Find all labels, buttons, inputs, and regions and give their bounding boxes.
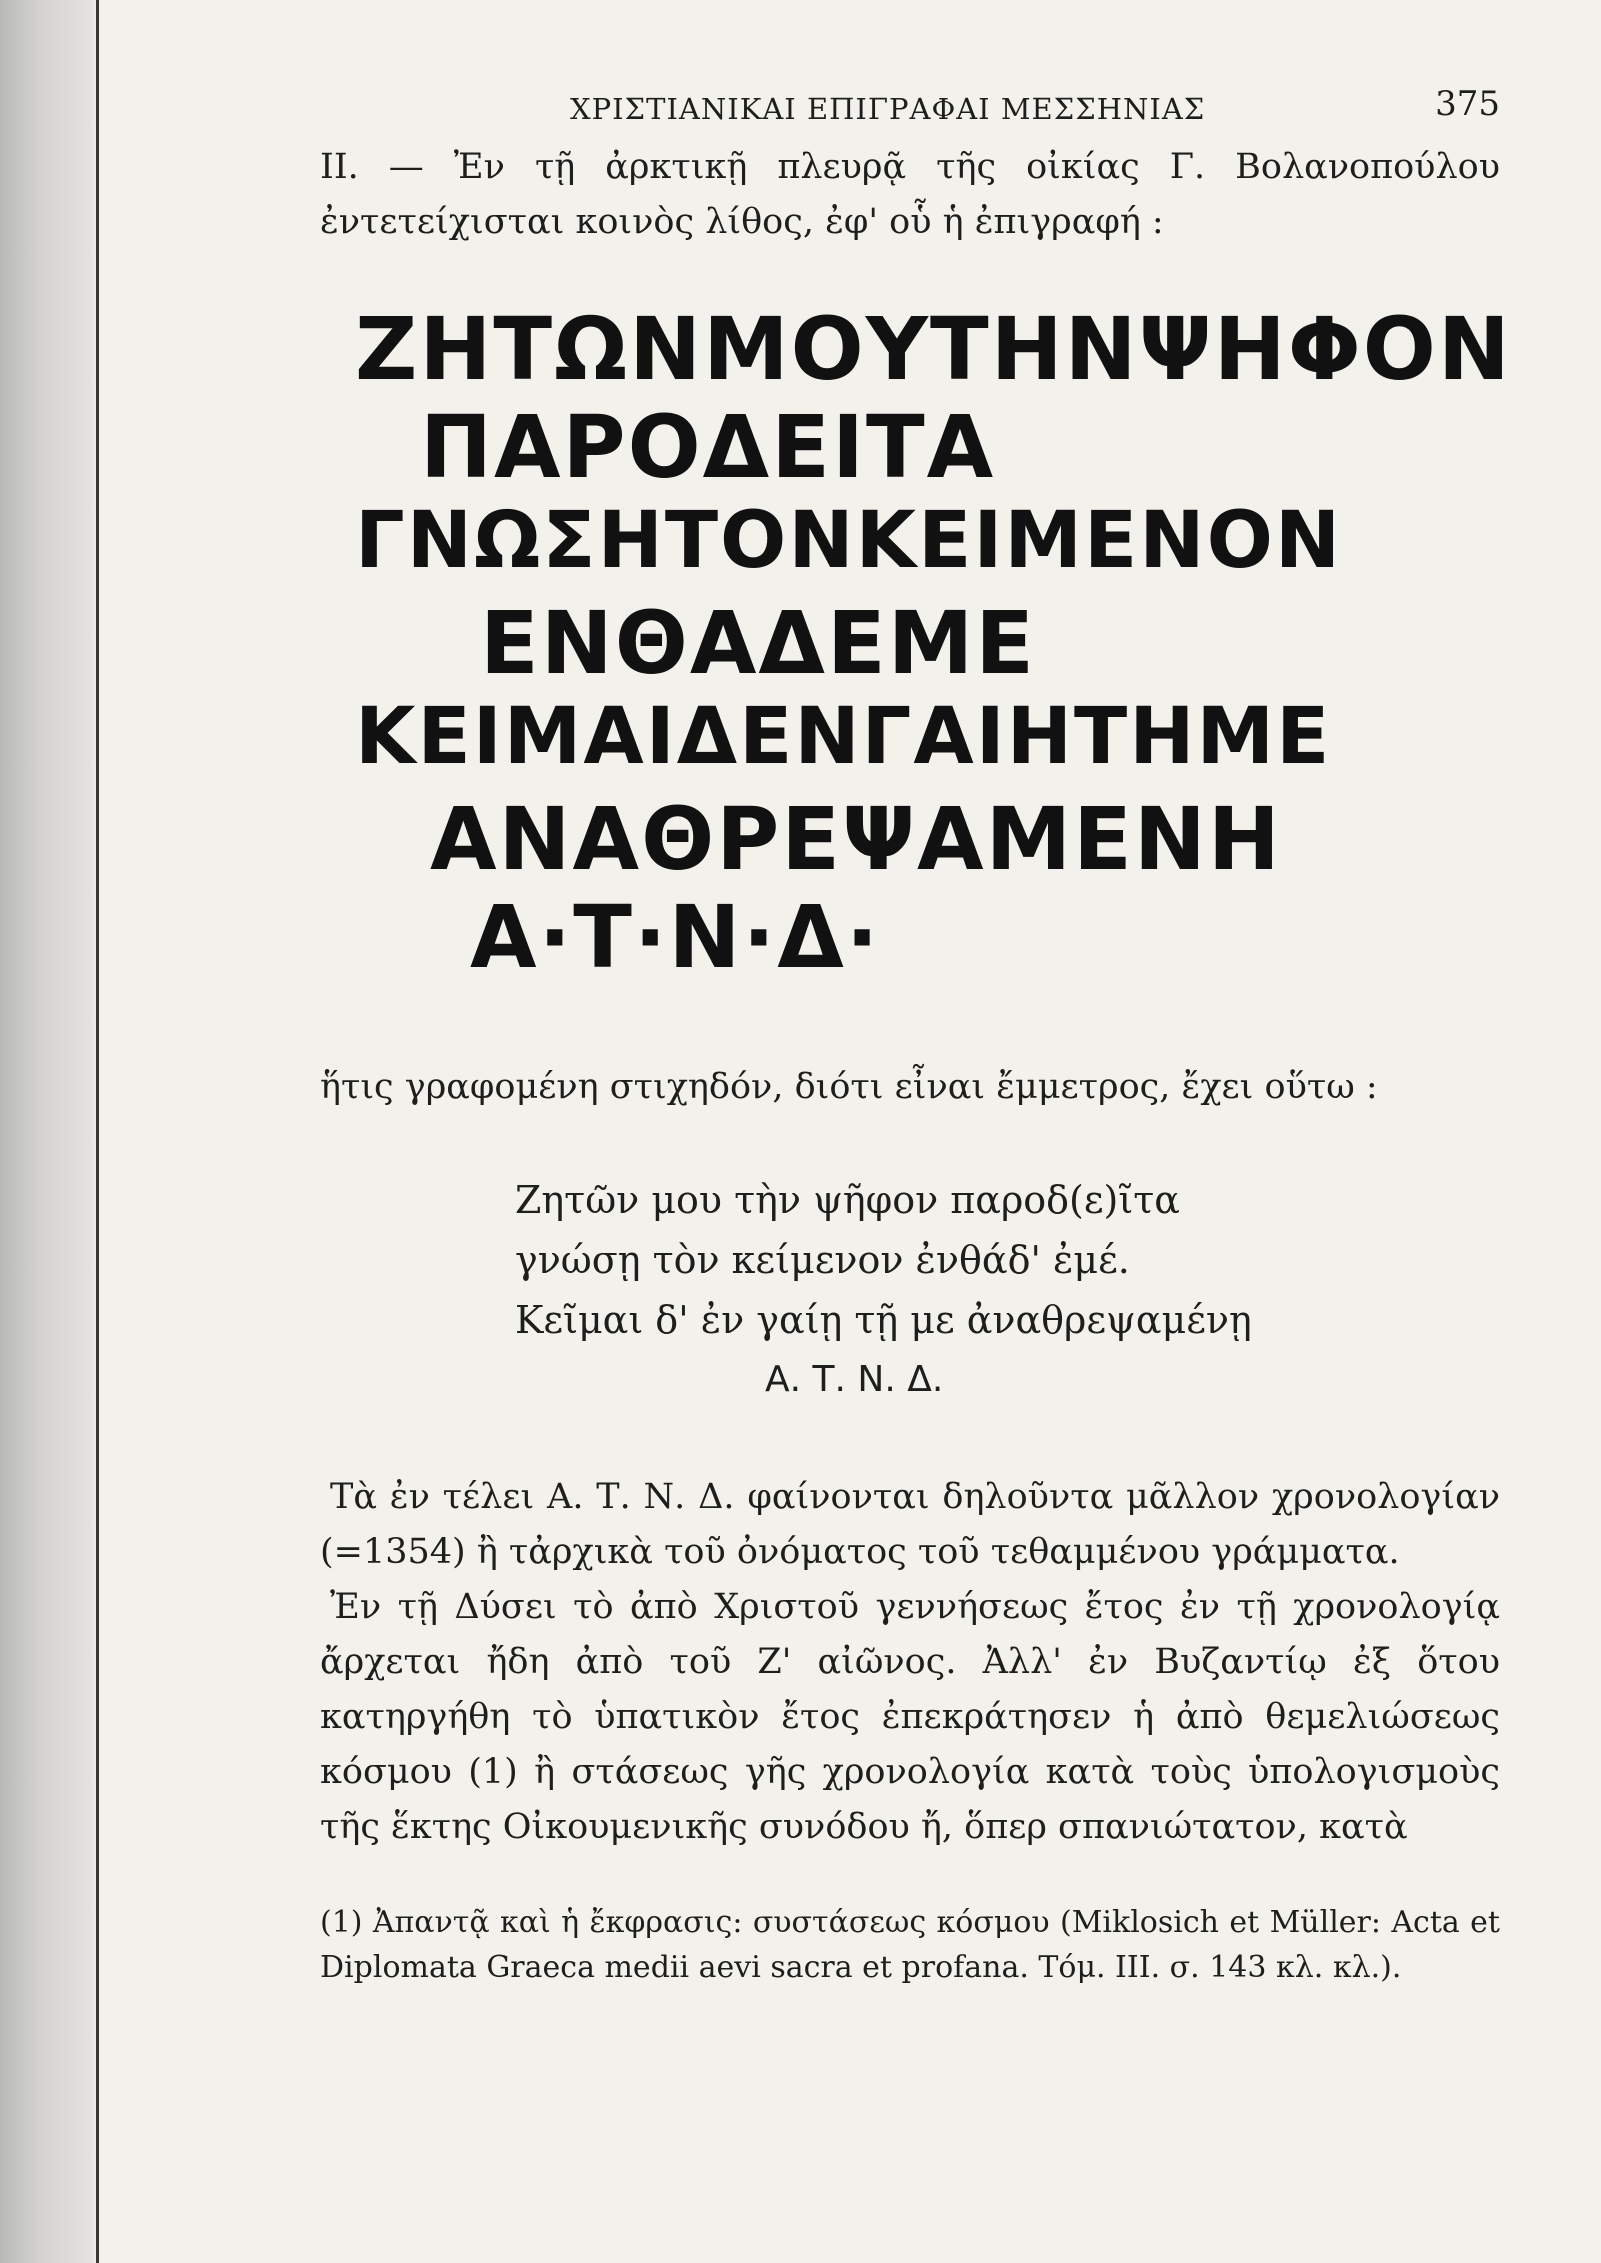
footnote: (1) Ἀπαντᾷ καὶ ἡ ἔκφρασις: συστάσεως κόσμου (Miklosich et Müller: Acta et Diplomata Graeca medii aevi sacra et profana. Τόμ. III. σ. 143 κλ. κλ.). — [320, 1905, 1500, 1985]
transcription-intro: ἥτις γραφομένη στιχηδόν, διότι εἶναι ἔμμετρος, ἔχει οὕτω : — [320, 1067, 1378, 1107]
book-page — [320, 80, 1512, 2020]
page-fold-line — [96, 0, 99, 2263]
inscription-line-2: ΠΑΡΟΔΕΙΤΑ — [420, 398, 996, 498]
commentary-paragraph-1: Τὰ ἐν τέλει Α. Τ. Ν. Δ. φαίνονται δηλοῦντα μᾶλλον χρονολογίαν (=1354) ἢ τἀρχικὰ τοῦ ὀνόματος τοῦ τεθαμμένου γράμματα. — [320, 1477, 1500, 1572]
inscription-line-6: ΑΝΑΘΡΕΨΑΜΕΝΗ — [430, 790, 1282, 890]
running-head — [320, 80, 1500, 140]
inscription-line-7: Α·Τ·Ν·Δ· — [470, 888, 881, 988]
commentary — [320, 1470, 1500, 1855]
commentary-paragraph-2: Ἐν τῇ Δύσει τὸ ἀπὸ Χριστοῦ γεννήσεως ἔτος ἐν τῇ χρονολογίᾳ ἄρχεται ἤδη ἀπὸ τοῦ Ζ' αἰῶνος. Ἀλλ' ἐν Βυζαντίῳ ἐξ ὅτου κατηργήθη τὸ ὑπατικὸν ἔτος ἐπεκράτησεν ἡ ἀπὸ θεμελιώσεως κόσμου (1) ἢ στάσεως γῆς χρονολογία κατὰ τοὺς ὑπολογισμοὺς τῆς ἕκτης Οἰκουμενικῆς συνόδου ἤ, ὅπερ σπανιώτατον, κατὰ — [320, 1587, 1500, 1847]
inscription-line-4: ΕΝΘΑΔΕΜΕ — [480, 594, 1037, 694]
verse-transcription — [515, 1170, 1500, 1410]
inscription-line-1: ΖΗΤΩΝΜΟΥΤΗΝΨΗΦΟΝ — [355, 300, 1512, 400]
running-title: ΧΡΙΣΤΙΑΝΙΚΑΙ ΕΠΙΓΡΑΦΑΙ ΜΕΣΣΗΝΙΑΣ — [570, 92, 1206, 126]
verse-line-1: Ζητῶν μου τὴν ψῆφον παροδ(ε)ῖτα — [515, 1178, 1180, 1222]
inscription-line-5: ΚΕΙΜΑΙΔΕΝΓΑΙΗΤΗΜΕ — [355, 692, 1332, 782]
verse-line-2: γνώσῃ τὸν κείμενον ἐνθάδ' ἐμέ. — [515, 1238, 1130, 1282]
inscription-reproduction — [320, 300, 1512, 1000]
verse-line-3: Κεῖμαι δ' ἐν γαίῃ τῇ με ἀναθρεψαμένῃ — [515, 1298, 1252, 1342]
book-gutter-shadow — [0, 0, 98, 2263]
page-number: 375 — [1435, 84, 1500, 124]
intro-paragraph: II. — Ἐν τῇ ἀρκτικῇ πλευρᾷ τῆς οἰκίας Γ. Βολανοπούλου ἐντετείχισται κοινὸς λίθος, ἐφ' οὗ ἡ ἐπιγραφή : — [320, 147, 1500, 242]
verse-signature: Α. Τ. Ν. Δ. — [765, 1359, 944, 1400]
inscription-line-3: ΓΝΩΣΗΤΟΝΚΕΙΜΕΝΟΝ — [355, 496, 1343, 586]
